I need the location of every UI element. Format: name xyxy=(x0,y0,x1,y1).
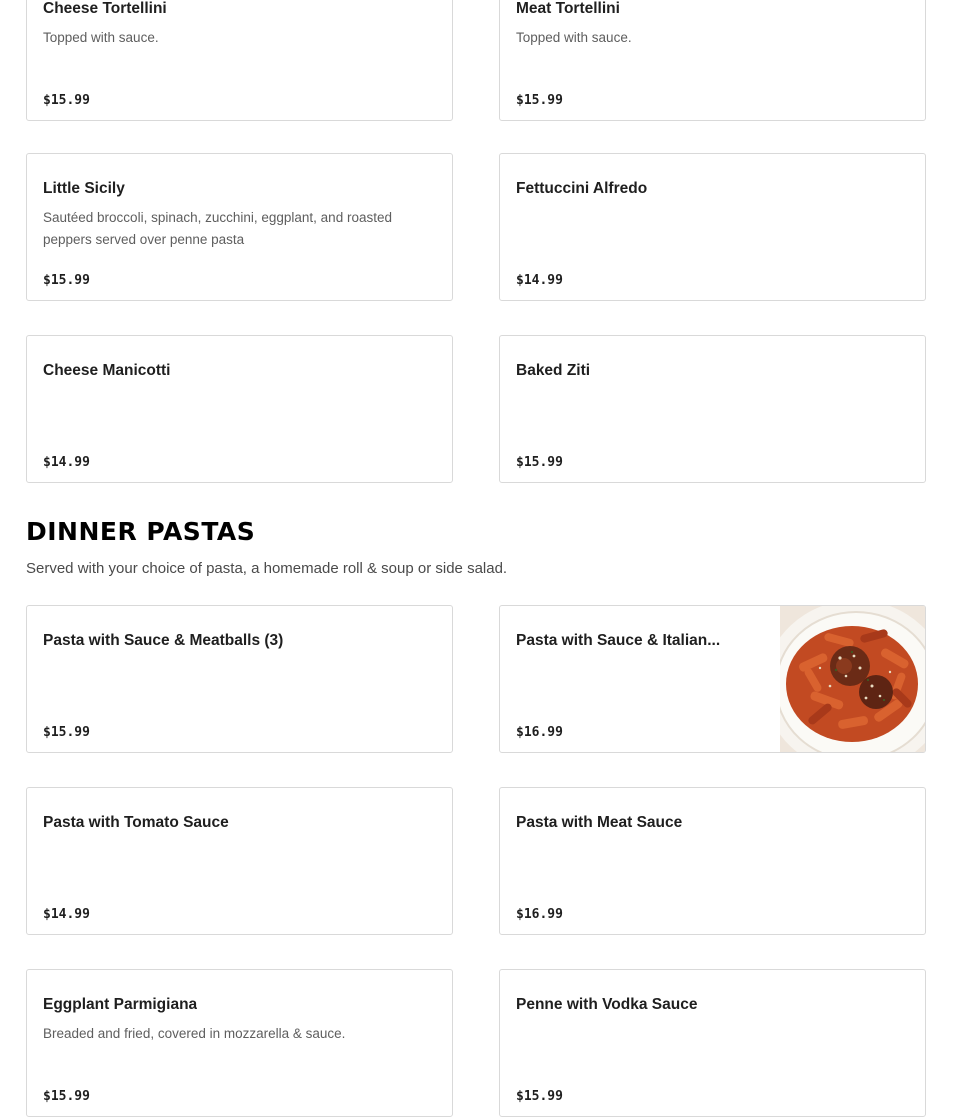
menu-item-description: Sautéed broccoli, spinach, zucchini, eggplant, and roasted peppers served over penne pasta xyxy=(43,210,392,247)
menu-item-card[interactable] xyxy=(499,605,926,753)
menu-item-name: Pasta with Sauce & Italian... xyxy=(516,632,721,649)
menu-item-name: Cheese Tortellini xyxy=(43,0,167,17)
menu-item-price: $15.99 xyxy=(516,455,563,470)
menu-item-name: Cheese Manicotti xyxy=(43,362,171,379)
menu-item-name: Penne with Vodka Sauce xyxy=(516,996,698,1013)
menu-item-card[interactable] xyxy=(26,0,453,121)
menu-item-name: Meat Tortellini xyxy=(516,0,620,17)
menu-item-name: Fettuccini Alfredo xyxy=(516,180,648,197)
menu-item-price: $15.99 xyxy=(43,1089,90,1104)
menu-item-price: $15.99 xyxy=(43,93,90,108)
menu-item-card[interactable] xyxy=(499,787,926,935)
menu-item-price: $15.99 xyxy=(516,1089,563,1104)
menu-item-card[interactable] xyxy=(26,969,453,1117)
menu-item-price: $14.99 xyxy=(43,455,90,470)
menu-item-card[interactable] xyxy=(26,335,453,483)
menu-item-price: $15.99 xyxy=(43,725,90,740)
menu-item-card[interactable] xyxy=(499,969,926,1117)
menu-item-card[interactable] xyxy=(26,153,453,301)
menu-item-name: Pasta with Sauce & Meatballs (3) xyxy=(43,632,284,649)
menu-item-price: $15.99 xyxy=(516,93,563,108)
menu-item-description: Topped with sauce. xyxy=(43,30,159,45)
menu-item-price: $14.99 xyxy=(516,273,563,288)
menu-item-price: $16.99 xyxy=(516,725,563,740)
menu-item-card[interactable] xyxy=(499,153,926,301)
menu-item-card[interactable] xyxy=(499,335,926,483)
menu-item-description: Topped with sauce. xyxy=(516,30,632,45)
menu-item-description: Breaded and fried, covered in mozzarella & sauce. xyxy=(43,1026,346,1041)
menu-item-price: $15.99 xyxy=(43,273,90,288)
menu-item-price: $14.99 xyxy=(43,907,90,922)
section-subtitle: Served with your choice of pasta, a homemade roll & soup or side salad. xyxy=(26,560,508,577)
section-title: DINNER PASTAS xyxy=(26,517,256,546)
menu-item-name: Pasta with Meat Sauce xyxy=(516,814,683,831)
menu-item-card[interactable] xyxy=(26,605,453,753)
menu-item-name: Eggplant Parmigiana xyxy=(43,996,198,1013)
menu-item-name: Little Sicily xyxy=(43,180,125,197)
menu-item-name: Baked Ziti xyxy=(516,362,591,379)
menu-item-name: Pasta with Tomato Sauce xyxy=(43,814,229,831)
menu-item-photo xyxy=(780,606,925,753)
menu-item-price: $16.99 xyxy=(516,907,563,922)
menu-item-card[interactable] xyxy=(499,0,926,121)
menu-item-card[interactable] xyxy=(26,787,453,935)
